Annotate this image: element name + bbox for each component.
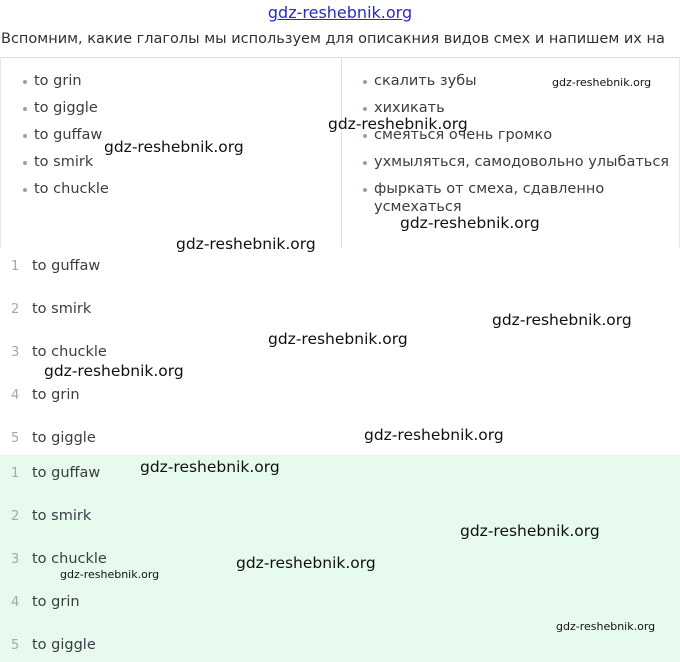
answer-text: to giggle (32, 637, 96, 653)
answer-number: 3 (11, 345, 20, 360)
watermark: gdz-reshebnik.org (140, 458, 280, 476)
answer-number: 5 (11, 431, 20, 446)
answer-row (0, 377, 680, 420)
answer-number: 4 (11, 595, 20, 610)
watermark: gdz-reshebnik.org (556, 620, 656, 633)
watermark: gdz-reshebnik.org (44, 362, 184, 380)
list-item: to grin (23, 72, 323, 99)
list-item: фыркать от смеха, сдавленно усмехаться (363, 180, 678, 216)
answer-text: to smirk (32, 301, 92, 317)
answer-number: 1 (11, 466, 20, 481)
answer-text: to smirk (32, 508, 92, 524)
russian-translations-list (363, 72, 678, 216)
watermark: gdz-reshebnik.org (60, 568, 160, 581)
list-item: to giggle (23, 99, 323, 126)
answer-text: to chuckle (32, 344, 107, 360)
watermark: gdz-reshebnik.org (460, 522, 600, 540)
watermark: gdz-reshebnik.org (328, 115, 468, 133)
list-item: хихикать (363, 99, 678, 126)
answer-text: to grin (32, 594, 80, 610)
task-instruction: Вспомним, какие глаголы мы используем для описакния видов смех и напишем их на (1, 31, 665, 47)
answer-row (0, 455, 680, 498)
answer-row (0, 248, 680, 291)
site-header-link[interactable]: gdz-reshebnik.org (267, 3, 413, 22)
answer-text: to grin (32, 387, 80, 403)
answer-text: to guffaw (32, 465, 101, 481)
watermark: gdz-reshebnik.org (400, 214, 540, 232)
answer-number: 2 (11, 509, 20, 524)
watermark: gdz-reshebnik.org (236, 554, 376, 572)
watermark: gdz-reshebnik.org (176, 235, 316, 253)
answer-number: 5 (11, 638, 20, 653)
watermark: gdz-reshebnik.org (268, 330, 408, 348)
answer-text: to guffaw (32, 258, 101, 274)
watermark: gdz-reshebnik.org (552, 76, 652, 89)
answer-number: 3 (11, 552, 20, 567)
answer-number: 1 (11, 259, 20, 274)
watermark: gdz-reshebnik.org (104, 138, 244, 156)
watermark: gdz-reshebnik.org (492, 311, 632, 329)
list-item: to guffaw (23, 126, 323, 153)
column-divider (341, 58, 342, 249)
list-item: смеяться очень громко (363, 126, 678, 153)
answer-text: to giggle (32, 430, 96, 446)
watermark: gdz-reshebnik.org (364, 426, 504, 444)
answer-number: 4 (11, 388, 20, 403)
list-item: скалить зубы (363, 72, 678, 99)
list-item: to chuckle (23, 180, 323, 207)
answer-text: to chuckle (32, 551, 107, 567)
list-item: ухмыляться, самодовольно улыбаться (363, 153, 678, 180)
answer-list (0, 248, 680, 463)
answer-number: 2 (11, 302, 20, 317)
list-item: to smirk (23, 153, 323, 180)
